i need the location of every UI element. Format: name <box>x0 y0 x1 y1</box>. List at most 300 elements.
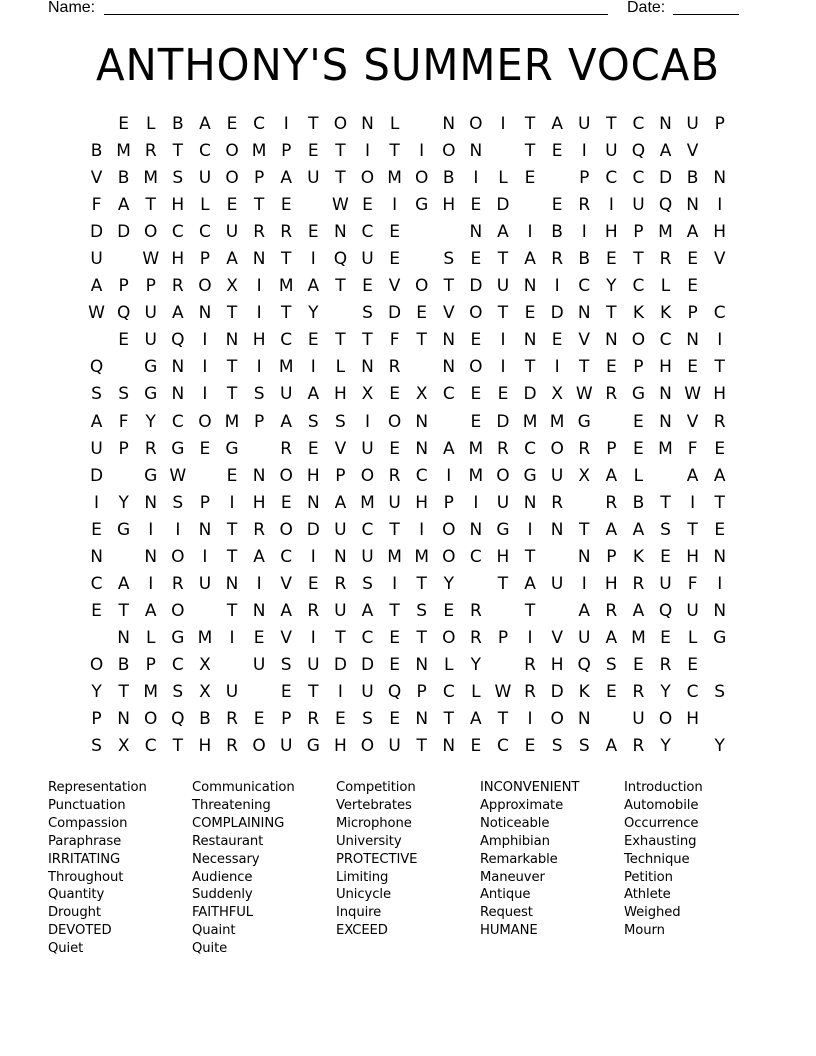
grid-cell: T <box>226 384 238 405</box>
grid-cell <box>408 247 435 274</box>
grid-cell: I <box>581 222 587 243</box>
grid-cell: C <box>632 168 645 189</box>
grid-cell: N <box>415 411 429 432</box>
grid-cell: R <box>605 384 618 405</box>
grid-cell: E <box>605 681 617 702</box>
grid-cell: N <box>117 709 130 730</box>
word-list <box>48 779 768 958</box>
grid-cell: M <box>143 681 159 702</box>
word-list-item: Quantity <box>48 887 105 903</box>
grid-cell: G <box>144 465 158 486</box>
grid-cell: C <box>524 438 536 459</box>
grid-cell: A <box>280 168 293 189</box>
grid-cell: A <box>144 600 157 621</box>
word-list-item: Antique <box>480 887 531 903</box>
grid-cell: G <box>171 438 185 459</box>
grid-cell: E <box>226 465 238 486</box>
grid-row <box>83 328 733 355</box>
grid-cell: D <box>550 681 564 702</box>
grid-cell: G <box>415 195 429 216</box>
grid-cell: O <box>360 168 375 189</box>
grid-cell: O <box>171 546 185 567</box>
grid-cell: E <box>389 222 400 243</box>
grid-cell: D <box>388 303 402 324</box>
word-list-item: Noticeable <box>480 815 550 831</box>
grid-cell: D <box>469 276 483 297</box>
word-list-item: Weighed <box>624 905 681 921</box>
grid-cell: O <box>144 709 158 730</box>
word-list-item: PROTECTIVE <box>336 851 418 867</box>
grid-row <box>83 220 733 247</box>
grid-cell: I <box>364 411 370 432</box>
grid-cell: I <box>310 357 316 378</box>
grid-cell: H <box>252 330 266 351</box>
grid-cell: A <box>632 519 645 540</box>
word-list-item: Limiting <box>336 869 389 885</box>
grid-cell: E <box>605 249 617 270</box>
grid-cell: G <box>171 627 185 648</box>
grid-cell: E <box>551 195 563 216</box>
grid-cell: P <box>579 168 590 189</box>
grid-cell: I <box>310 249 316 270</box>
grid-cell: I <box>337 681 343 702</box>
grid-cell: I <box>581 573 587 594</box>
word-list-item: Remarkable <box>480 851 558 867</box>
grid-cell: D <box>550 303 564 324</box>
grid-row <box>83 274 733 301</box>
grid-cell: U <box>361 681 374 702</box>
grid-cell: R <box>713 411 726 432</box>
grid-cell: N <box>171 384 185 405</box>
word-list-item: Necessary <box>192 851 260 867</box>
grid-cell: A <box>172 303 184 324</box>
grid-cell: H <box>442 195 456 216</box>
grid-cell: T <box>281 249 292 270</box>
grid-row <box>83 545 733 572</box>
grid-cell: V <box>280 573 293 594</box>
grid-cell: T <box>226 357 238 378</box>
grid-cell: R <box>388 465 401 486</box>
grid-cell: I <box>94 492 100 513</box>
grid-cell: N <box>442 114 456 134</box>
grid-cell: I <box>554 276 560 297</box>
grid-cell: M <box>143 168 159 189</box>
grid-cell <box>218 653 245 680</box>
grid-cell: M <box>278 276 294 297</box>
grid-cell: I <box>256 276 262 297</box>
grid-cell: C <box>497 736 509 757</box>
grid-cell: N <box>523 492 537 513</box>
grid-cell: P <box>335 465 346 486</box>
grid-cell: N <box>306 492 320 513</box>
grid-cell: O <box>414 276 429 297</box>
word-list-item: Occurrence <box>624 815 699 831</box>
grid-cell: U <box>334 519 347 540</box>
grid-cell <box>706 139 733 166</box>
grid-cell: E <box>226 195 238 216</box>
grid-cell: E <box>362 195 373 216</box>
grid-row <box>83 355 733 382</box>
grid-cell: X <box>578 465 591 486</box>
grid-cell: B <box>442 168 455 189</box>
grid-cell: N <box>198 519 212 540</box>
grid-cell: U <box>361 249 374 270</box>
grid-row <box>83 382 733 409</box>
grid-cell: N <box>577 546 591 567</box>
grid-cell: D <box>306 519 320 540</box>
grid-cell: D <box>360 654 375 675</box>
grid-cell: T <box>226 519 238 540</box>
grid-cell: G <box>523 465 537 486</box>
grid-cell: I <box>202 330 208 351</box>
grid-cell: O <box>279 465 293 486</box>
grid-cell: T <box>335 330 346 351</box>
grid-cell: T <box>172 736 184 757</box>
word-list-item: Throughout <box>48 869 124 885</box>
grid-cell: Q <box>333 249 348 270</box>
grid-cell: X <box>415 384 428 405</box>
grid-cell: I <box>446 465 452 486</box>
grid-cell: O <box>658 709 673 730</box>
word-search-grid <box>83 112 733 761</box>
grid-cell: O <box>225 168 239 189</box>
grid-cell: T <box>416 627 427 648</box>
grid-cell: X <box>199 681 211 702</box>
grid-cell: T <box>335 141 346 162</box>
grid-cell: T <box>389 141 400 162</box>
grid-cell: P <box>118 438 129 459</box>
grid-cell: R <box>551 249 564 270</box>
grid-cell: A <box>551 114 563 134</box>
grid-cell <box>191 599 218 626</box>
grid-cell: P <box>497 627 509 648</box>
grid-cell <box>598 707 625 734</box>
grid-cell: I <box>419 519 425 540</box>
grid-cell: A <box>497 222 509 243</box>
grid-cell: P <box>416 681 427 702</box>
grid-cell: I <box>690 492 696 513</box>
grid-cell: H <box>604 573 618 594</box>
grid-cell: Q <box>171 330 185 351</box>
grid-cell: P <box>145 654 156 675</box>
grid-cell: E <box>633 438 644 459</box>
grid-cell: Q <box>658 195 673 216</box>
grid-cell: T <box>226 546 238 567</box>
grid-cell: T <box>497 709 509 730</box>
grid-cell: I <box>473 168 479 189</box>
grid-cell: N <box>659 411 672 432</box>
grid-cell: E <box>335 709 346 730</box>
grid-cell: U <box>225 681 239 702</box>
grid-cell: W <box>169 465 187 486</box>
grid-cell: C <box>442 384 455 405</box>
grid-cell: C <box>361 627 374 648</box>
grid-cell <box>435 220 462 247</box>
grid-cell: O <box>442 546 456 567</box>
grid-cell <box>489 139 516 166</box>
grid-cell: H <box>306 465 320 486</box>
grid-cell: U <box>198 573 212 594</box>
grid-cell: N <box>225 573 239 594</box>
grid-cell <box>544 545 571 572</box>
grid-cell: N <box>90 546 103 567</box>
grid-cell: E <box>660 627 671 648</box>
word-list-item: Suddenly <box>192 887 253 903</box>
grid-row <box>83 464 733 491</box>
grid-cell: P <box>606 438 617 459</box>
grid-cell <box>706 274 733 301</box>
grid-cell: N <box>469 141 483 162</box>
grid-cell: O <box>225 141 239 162</box>
word-list-item: Maneuver <box>480 869 545 885</box>
grid-cell <box>408 355 435 382</box>
header-line <box>48 0 748 18</box>
grid-cell: U <box>388 736 401 757</box>
grid-cell: H <box>686 709 699 730</box>
grid-cell <box>246 437 273 464</box>
grid-cell: C <box>144 736 157 757</box>
grid-cell: E <box>524 303 536 324</box>
grid-cell: T <box>579 519 590 540</box>
grid-cell <box>489 653 516 680</box>
grid-cell: O <box>360 736 375 757</box>
grid-cell: P <box>118 276 129 297</box>
grid-cell: P <box>687 303 698 324</box>
grid-cell: B <box>578 249 591 270</box>
grid-cell: D <box>496 411 510 432</box>
grid-cell: N <box>361 357 374 378</box>
grid-cell: S <box>307 411 319 432</box>
grid-cell: D <box>658 168 673 189</box>
grid-cell: I <box>717 330 723 351</box>
grid-cell: I <box>717 195 723 216</box>
grid-cell: I <box>256 357 262 378</box>
grid-cell: P <box>633 357 644 378</box>
grid-cell: E <box>714 519 726 540</box>
grid-cell: T <box>660 492 671 513</box>
page-title: ANTHONY'S SUMMER VOCAB <box>96 40 720 91</box>
grid-cell: H <box>171 249 185 270</box>
grid-row <box>83 437 733 464</box>
grid-cell: W <box>331 195 349 216</box>
grid-cell: I <box>500 114 506 134</box>
word-list-item: Amphibian <box>480 833 550 849</box>
grid-cell: I <box>310 627 316 648</box>
grid-row <box>83 599 733 626</box>
grid-cell: K <box>632 303 644 324</box>
grid-cell: E <box>280 681 292 702</box>
grid-cell: S <box>280 654 292 675</box>
grid-cell: C <box>361 222 374 243</box>
grid-cell: T <box>416 330 427 351</box>
grid-cell: G <box>306 736 320 757</box>
grid-cell: N <box>252 249 266 270</box>
grid-cell: G <box>631 384 646 405</box>
grid-cell: U <box>334 600 347 621</box>
grid-cell: U <box>279 736 293 757</box>
grid-cell: A <box>524 249 536 270</box>
grid-cell: O <box>469 303 483 324</box>
grid-cell: N <box>144 492 158 513</box>
grid-cell: C <box>415 465 428 486</box>
grid-cell: R <box>171 276 184 297</box>
grid-cell: R <box>144 438 157 459</box>
grid-cell: N <box>252 465 266 486</box>
grid-cell: H <box>686 546 699 567</box>
grid-cell: T <box>524 600 536 621</box>
grid-cell: L <box>471 681 481 702</box>
grid-cell: T <box>633 249 644 270</box>
grid-cell: P <box>253 168 265 189</box>
grid-cell: B <box>551 222 563 243</box>
grid-cell: S <box>362 303 373 324</box>
grid-cell: A <box>578 600 591 621</box>
grid-cell: L <box>335 357 346 378</box>
grid-cell: E <box>389 384 400 405</box>
grid-cell: L <box>633 465 644 486</box>
grid-cell: T <box>606 303 617 324</box>
grid-cell: I <box>608 195 614 216</box>
grid-cell: T <box>226 303 238 324</box>
grid-cell: U <box>496 492 510 513</box>
grid-cell: U <box>252 654 266 675</box>
grid-cell <box>544 166 571 193</box>
grid-cell: R <box>226 736 238 757</box>
word-list-item: Compassion <box>48 815 128 831</box>
grid-cell: N <box>361 114 374 134</box>
grid-cell: O <box>387 411 402 432</box>
grid-cell: A <box>280 411 293 432</box>
grid-cell: I <box>148 519 154 540</box>
grid-cell: M <box>116 141 131 162</box>
grid-cell: X <box>199 654 211 675</box>
grid-cell: U <box>578 114 591 134</box>
grid-cell: P <box>145 276 156 297</box>
grid-cell: U <box>361 546 374 567</box>
grid-cell: I <box>202 384 208 405</box>
grid-cell: P <box>281 709 292 730</box>
grid-cell: I <box>364 141 370 162</box>
grid-cell: R <box>632 681 645 702</box>
grid-cell: C <box>659 330 672 351</box>
grid-cell: S <box>172 168 184 189</box>
grid-cell: T <box>497 573 509 594</box>
grid-cell: A <box>334 492 347 513</box>
date-label: Date: <box>627 0 666 16</box>
grid-cell: V <box>388 276 401 297</box>
grid-cell: L <box>687 627 698 648</box>
grid-cell: E <box>389 654 400 675</box>
grid-cell: P <box>714 114 725 134</box>
grid-cell: X <box>117 736 130 757</box>
grid-cell <box>191 464 218 491</box>
grid-cell: T <box>443 709 454 730</box>
grid-cell: Q <box>387 681 402 702</box>
grid-row <box>83 301 733 328</box>
grid-cell: T <box>308 114 319 134</box>
grid-cell: C <box>90 573 103 594</box>
grid-cell: U <box>605 141 618 162</box>
grid-cell: N <box>713 600 727 621</box>
grid-cell: A <box>199 114 211 134</box>
grid-cell: U <box>198 168 212 189</box>
word-column <box>336 779 480 958</box>
word-list-item: Inquire <box>336 905 382 921</box>
grid-cell: T <box>335 627 346 648</box>
grid-cell: T <box>687 519 698 540</box>
grid-cell: U <box>361 438 374 459</box>
grid-cell: H <box>550 654 564 675</box>
grid-cell: A <box>470 709 482 730</box>
grid-cell: M <box>522 411 538 432</box>
grid-cell: I <box>256 303 262 324</box>
grid-cell: E <box>687 276 698 297</box>
grid-cell: U <box>388 492 401 513</box>
grid-cell: E <box>91 519 102 540</box>
word-list-item: Threatening <box>192 797 271 813</box>
grid-cell: O <box>469 357 483 378</box>
grid-cell: I <box>581 141 587 162</box>
grid-cell: T <box>335 168 346 189</box>
grid-cell: M <box>658 438 673 459</box>
grid-cell <box>706 653 733 680</box>
grid-cell: T <box>172 141 184 162</box>
grid-cell: X <box>551 384 563 405</box>
grid-cell: V <box>280 627 293 648</box>
grid-cell: M <box>387 168 402 189</box>
grid-cell: O <box>171 600 185 621</box>
grid-cell: R <box>307 709 320 730</box>
grid-cell: A <box>361 600 374 621</box>
grid-row <box>83 707 733 734</box>
grid-cell: E <box>389 438 400 459</box>
grid-cell: O <box>550 709 564 730</box>
grid-cell: L <box>389 114 400 134</box>
grid-cell: R <box>280 222 293 243</box>
grid-cell: T <box>524 357 536 378</box>
word-list-item: Paraphrase <box>48 833 122 849</box>
grid-cell: U <box>307 168 320 189</box>
grid-cell: R <box>632 736 645 757</box>
grid-cell: E <box>497 384 509 405</box>
grid-cell: R <box>307 600 320 621</box>
grid-cell: U <box>225 222 239 243</box>
word-list-item: DEVOTED <box>48 923 112 939</box>
grid-cell: F <box>687 438 698 459</box>
grid-cell: T <box>308 681 319 702</box>
word-column <box>192 779 336 958</box>
grid-cell: U <box>496 276 510 297</box>
word-list-item: Vertebrates <box>336 797 412 813</box>
grid-cell: S <box>551 736 563 757</box>
grid-cell: K <box>632 546 644 567</box>
grid-cell: N <box>442 736 456 757</box>
grid-cell: N <box>144 546 158 567</box>
grid-cell: O <box>469 114 483 134</box>
grid-cell: G <box>496 519 510 540</box>
grid-cell: U <box>307 654 320 675</box>
grid-cell: F <box>118 411 129 432</box>
word-list-item: University <box>336 833 402 849</box>
grid-cell: X <box>361 384 374 405</box>
grid-cell: Y <box>660 681 671 702</box>
grid-cell: E <box>307 222 319 243</box>
grid-cell: N <box>334 222 347 243</box>
word-list-item: EXCEED <box>336 923 388 939</box>
grid-cell: Y <box>606 276 617 297</box>
grid-cell: T <box>524 114 536 134</box>
grid-cell: I <box>717 573 723 594</box>
